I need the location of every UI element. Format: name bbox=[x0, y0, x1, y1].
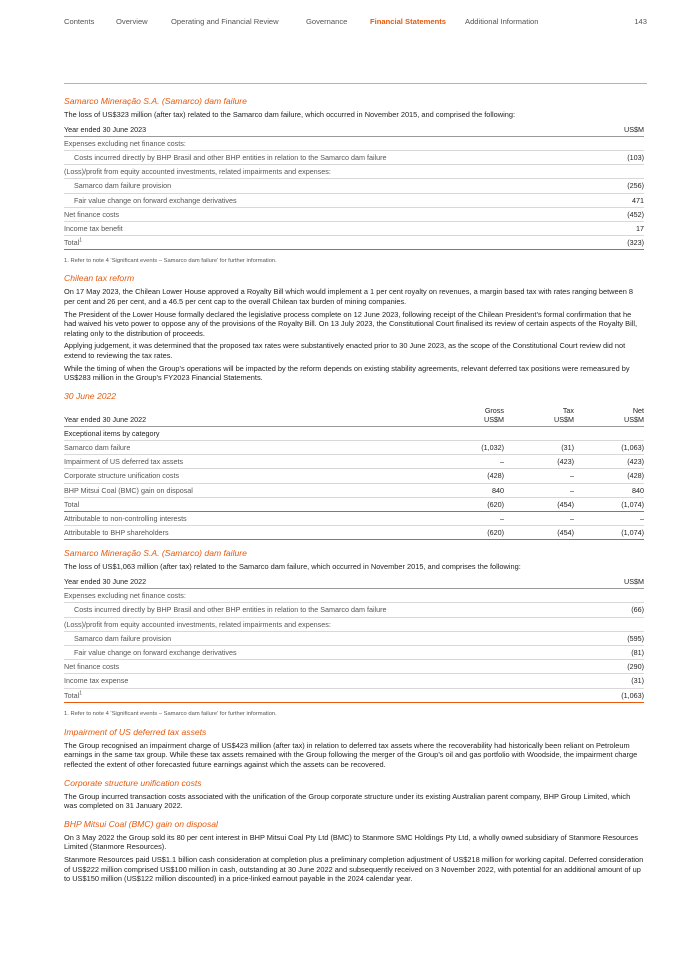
col-head-text: Gross bbox=[484, 405, 504, 415]
row-value: (31) bbox=[606, 674, 644, 688]
paragraph: While the timing of when the Group’s operations will be impacted by the reform depends on existing stability agreements, relevant deferred tax positions were remeasured by US$283 million in the Group’s FY2023 Financial Statements. bbox=[64, 363, 630, 383]
exceptional-items-table bbox=[64, 404, 644, 541]
samarco-2022-table bbox=[64, 575, 644, 703]
gross-value: – bbox=[434, 455, 504, 469]
tax-value: (31) bbox=[504, 440, 574, 454]
row-value: (256) bbox=[610, 179, 644, 193]
row-label: Attributable to non-controlling interests bbox=[64, 511, 434, 525]
gross-value: (428) bbox=[434, 469, 504, 483]
tax-value: – bbox=[504, 469, 574, 483]
row-label: Impairment of US deferred tax assets bbox=[64, 455, 434, 469]
row-label: Samarco dam failure provision bbox=[64, 631, 606, 645]
row-label: Expenses excluding net finance costs: bbox=[64, 136, 610, 150]
row-label: Corporate structure unification costs bbox=[64, 469, 434, 483]
total-label: Total bbox=[64, 497, 434, 511]
section-heading-samarco-2023: Samarco Mineração S.A. (Samarco) dam failure bbox=[64, 96, 247, 106]
table-row bbox=[64, 207, 644, 221]
paragraph: The President of the Lower House formally declared the legislative process complete on 12 June 2023, following receipt of the Chilean President’s formal confirmation that he had waived his veto power to oppose any of the provisions of the Royalty Bill. On 13 July 2023, the Constitutional Court finalised its review of certain aspects of the Royalty Bill, relating only to the distribution of proceeds. bbox=[64, 309, 638, 338]
category-label: Exceptional items by category bbox=[64, 426, 644, 440]
table-row bbox=[64, 469, 644, 483]
section-heading-30-june-2022: 30 June 2022 bbox=[64, 390, 117, 401]
row-label: Expenses excluding net finance costs: bbox=[64, 589, 606, 603]
row-value: (66) bbox=[606, 603, 644, 617]
row-label: Samarco dam failure bbox=[64, 440, 434, 454]
footnote: 1. Refer to note 4 ‘Significant events – Samarco dam failure’ for further information. bbox=[64, 258, 277, 265]
table-row bbox=[64, 660, 644, 674]
paragraph: The Group recognised an impairment charge of US$423 million (after tax) in relation to deferred tax assets where the recoverability had historically been reliant on Petroleum earnings in the same tax group. While these tax assets remained with the Group following the merger of the Group’s oil and gas portfolio with Woodside, the impairment charge reflected the extent of other forecasted future earnings against which the assets can be recovered. bbox=[64, 740, 638, 769]
row-value bbox=[606, 589, 644, 603]
table-row bbox=[64, 617, 644, 631]
tax-value: – bbox=[504, 483, 574, 497]
section-heading-corporate-structure-unification: Corporate structure unification costs bbox=[64, 777, 202, 788]
net-value: (1,074) bbox=[574, 497, 644, 511]
table-row bbox=[64, 136, 644, 150]
row-value: 471 bbox=[610, 193, 644, 207]
paragraph: On 17 May 2023, the Chilean Lower House approved a Royalty Bill which would implement a 1 per cent royalty on revenues, a margin based tax with rates ranging between 8 per cent and 26 per cent, and a 46.5 per cent cap to the overall Chilean tax burden of mining companies. bbox=[64, 287, 633, 307]
table-row bbox=[64, 631, 644, 645]
paragraph: Stanmore Resources paid US$1.1 billion cash consideration at completion plus a preliminary completion adjustment of US$218 million for working capital. Deferred consideration of US$222 million comprised US$100 million in cash, outstanding at 30 June 2022 and subsequently received on 3 November 2022, with potential for an additional amount of up to US$150 million (US$122 million discounted) in a price-linked earnout payable in the 2024 calendar year. bbox=[64, 854, 644, 884]
row-value: (103) bbox=[610, 151, 644, 165]
row-label: Costs incurred directly by BHP Brasil and other BHP entities in relation to the Samarco dam failure bbox=[64, 603, 606, 617]
row-value: (290) bbox=[606, 660, 644, 674]
nav-financial-statements[interactable]: Financial Statements bbox=[370, 17, 446, 26]
gross-value: 840 bbox=[434, 483, 504, 497]
col-head-net bbox=[574, 404, 644, 427]
row-label: Costs incurred directly by BHP Brasil and other BHP entities in relation to the Samarco dam failure bbox=[64, 151, 610, 165]
table-total-row bbox=[64, 497, 644, 511]
table-row bbox=[64, 440, 644, 454]
net-value: (1,063) bbox=[574, 440, 644, 454]
table-row bbox=[64, 526, 644, 540]
table-row bbox=[64, 674, 644, 688]
net-value: (1,074) bbox=[574, 526, 644, 540]
row-label: Samarco dam failure provision bbox=[64, 179, 610, 193]
tax-value: (454) bbox=[504, 526, 574, 540]
table-row bbox=[64, 646, 644, 660]
net-value: 840 bbox=[574, 483, 644, 497]
table-header-unit: US$M bbox=[610, 123, 644, 137]
table-total-row bbox=[64, 236, 644, 250]
paragraph: On 3 May 2022 the Group sold its 80 per cent interest in BHP Mitsui Coal Pty Ltd (BMC) to Stanmore SMC Holdings Pty Ltd, a wholly owned subsidiary of Stanmore Resources Limited (Stanmore Resources). bbox=[64, 832, 639, 852]
row-label: (Loss)/profit from equity accounted investments, related impairments and expenses: bbox=[64, 617, 606, 631]
samarco-2022-intro: The loss of US$1,063 million (after tax) related to the Samarco dam failure, which occurred in November 2015, and comprises the following: bbox=[64, 562, 521, 572]
nav-operating-and-financial-review[interactable]: Operating and Financial Review bbox=[171, 17, 279, 26]
gross-value: (620) bbox=[434, 526, 504, 540]
col-head-unit: US$M bbox=[554, 414, 574, 424]
table-header-row bbox=[64, 404, 644, 427]
table-header-label: Year ended 30 June 2022 bbox=[64, 575, 606, 589]
col-head-text: Tax bbox=[562, 405, 574, 415]
samarco-2023-table bbox=[64, 123, 644, 251]
net-value: (423) bbox=[574, 455, 644, 469]
row-value: (81) bbox=[606, 646, 644, 660]
row-label: Income tax benefit bbox=[64, 222, 610, 236]
total-label bbox=[64, 236, 610, 250]
section-heading-impairment-us-deferred-tax: Impairment of US deferred tax assets bbox=[64, 726, 207, 737]
row-value: (595) bbox=[606, 631, 644, 645]
table-row bbox=[64, 165, 644, 179]
samarco-2023-intro: The loss of US$323 million (after tax) related to the Samarco dam failure, which occurred in November 2015, and comprised the following: bbox=[64, 110, 516, 119]
nav-additional-information[interactable]: Additional Information bbox=[465, 17, 539, 26]
row-label: Net finance costs bbox=[64, 660, 606, 674]
paragraph: The Group incurred transaction costs associated with the unification of the Group corporate structure under its existing Australian parent company, BHP Group Limited, which was completed on 31 January 2022. bbox=[64, 791, 631, 811]
section-heading-samarco-2022: Samarco Mineração S.A. (Samarco) dam failure bbox=[64, 548, 247, 559]
table-row bbox=[64, 222, 644, 236]
tax-value: (423) bbox=[504, 455, 574, 469]
paragraph: Applying judgement, it was determined that the proposed tax rates were substantively enacted prior to 30 June 2023, as the scope of the Constitutional Court review did not extend to reviewing the tax rates. bbox=[64, 341, 626, 360]
section-heading-chilean-tax-reform: Chilean tax reform bbox=[64, 273, 135, 284]
row-label: BHP Mitsui Coal (BMC) gain on disposal bbox=[64, 483, 434, 497]
row-label: Net finance costs bbox=[64, 207, 610, 221]
header-divider bbox=[64, 83, 647, 84]
tax-value: – bbox=[504, 511, 574, 525]
col-head-unit: US$M bbox=[624, 414, 644, 424]
col-head-gross bbox=[434, 404, 504, 427]
gross-value: (1,032) bbox=[434, 440, 504, 454]
row-value bbox=[610, 165, 644, 179]
row-value: (452) bbox=[610, 207, 644, 221]
row-label: Fair value change on forward exchange derivatives bbox=[64, 193, 610, 207]
net-value: – bbox=[574, 511, 644, 525]
table-row bbox=[64, 589, 644, 603]
col-head-text: Net bbox=[632, 405, 644, 415]
footnote-marker: 1 bbox=[79, 237, 82, 244]
footnote-marker: 1 bbox=[79, 690, 82, 697]
row-value bbox=[606, 617, 644, 631]
net-value: (428) bbox=[574, 469, 644, 483]
footnote: 1. Refer to note 4 ‘Significant events – Samarco dam failure’ for further information. bbox=[64, 710, 277, 717]
table-row bbox=[64, 603, 644, 617]
total-value: (1,063) bbox=[606, 688, 644, 702]
table-total-row bbox=[64, 688, 644, 702]
table-row bbox=[64, 193, 644, 207]
row-value bbox=[610, 136, 644, 150]
nav-overview[interactable]: Overview bbox=[116, 17, 148, 26]
tax-value: (454) bbox=[504, 497, 574, 511]
total-label-text: Total bbox=[64, 690, 80, 700]
section-heading-bmc-gain-on-disposal: BHP Mitsui Coal (BMC) gain on disposal bbox=[64, 818, 218, 829]
table-row bbox=[64, 151, 644, 165]
nav-governance[interactable]: Governance bbox=[306, 17, 348, 26]
top-navigation bbox=[64, 17, 647, 29]
col-head-unit: US$M bbox=[484, 414, 504, 424]
table-row bbox=[64, 483, 644, 497]
table-row bbox=[64, 511, 644, 525]
gross-value: (620) bbox=[434, 497, 504, 511]
col-head-tax bbox=[504, 404, 574, 427]
table-header-row bbox=[64, 575, 644, 589]
row-label: (Loss)/profit from equity accounted investments, related impairments and expenses: bbox=[64, 165, 610, 179]
page-content bbox=[64, 92, 644, 884]
table-header-label: Year ended 30 June 2022 bbox=[64, 404, 434, 427]
nav-contents[interactable]: Contents bbox=[64, 17, 95, 26]
row-value: 17 bbox=[610, 222, 644, 236]
row-label: Income tax expense bbox=[64, 674, 606, 688]
table-header-label: Year ended 30 June 2023 bbox=[64, 123, 610, 137]
table-row bbox=[64, 179, 644, 193]
table-header-unit: US$M bbox=[606, 575, 644, 589]
total-label-text: Total bbox=[64, 238, 80, 248]
page-number: 143 bbox=[634, 17, 647, 26]
table-category-row bbox=[64, 426, 644, 440]
total-value: (323) bbox=[610, 236, 644, 250]
total-label bbox=[64, 688, 606, 702]
table-header-row bbox=[64, 123, 644, 137]
row-label: Fair value change on forward exchange derivatives bbox=[64, 646, 606, 660]
gross-value: – bbox=[434, 511, 504, 525]
table-row bbox=[64, 455, 644, 469]
row-label: Attributable to BHP shareholders bbox=[64, 526, 434, 540]
